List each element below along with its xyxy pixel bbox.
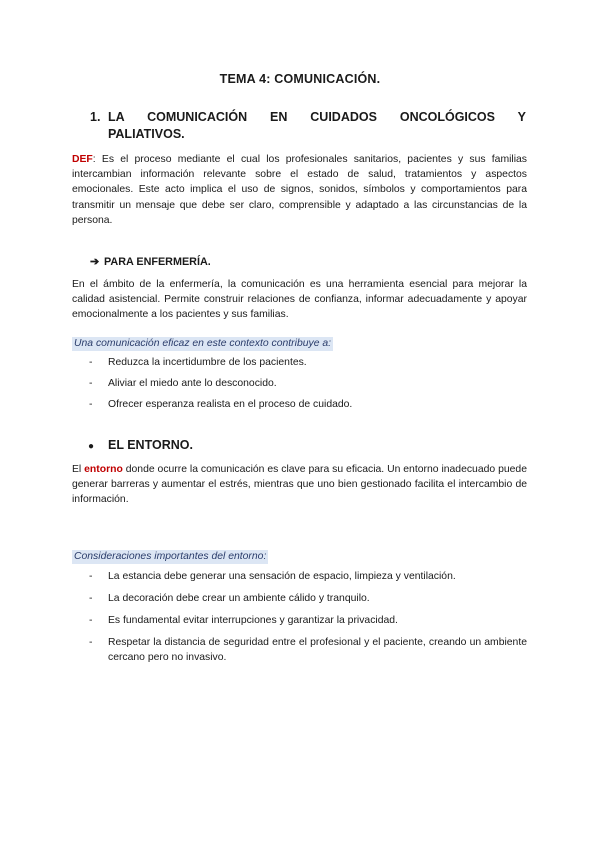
enfermeria-paragraph: En el ámbito de la enfermería, la comunicación es una herramienta esencial para mejorar la calidad asistencial. Permite construir relaciones de confianza, informar adecuadamente y apoyar emocionalmente a los pacientes y sus familias. [72,279,527,321]
definition-text: : Es el proceso mediante el cual los profesionales sanitarios, pacientes y sus familias intercambian información relevante sobre el estado de salud, tratamientos y aspectos emocionales. Este acto implica el uso de signos, sonidos, símbolos y comportamientos para transmitir un mensaje que debe ser claro, comprensible y adaptado a las circunstancias de la persona. [72,154,527,226]
entorno-list [89,569,527,665]
dash-marker: - [89,615,93,626]
list-item: - Aliviar el miedo ante lo desconocido. [89,378,277,389]
section-heading-line-2: PALIATIVOS. [108,127,185,141]
section-heading-line-1: LA COMUNICACIÓN EN CUIDADOS ONCOLÓGICOS Y [108,110,526,124]
subheading-entorno-label: EL ENTORNO. [108,438,193,452]
list-item: - La decoración debe crear un ambiente cálido y tranquilo. [89,593,370,604]
section-heading [90,109,526,143]
section-number: 1. [90,110,101,124]
subheading-enfermeria [90,255,211,268]
list-item: - Respetar la distancia de seguridad entre el profesional y el paciente, creando un ambiente cercano pero no invasivo. [89,637,527,663]
dash-marker: - [89,357,93,368]
arrow-right-icon: ➔ [90,256,100,268]
subheading-enfermeria-label: PARA ENFERMERÍA. [104,256,211,268]
subheading-entorno [88,438,193,452]
dash-marker: - [89,593,93,604]
highlight-enfermeria: Una comunicación eficaz en este contexto contribuye a: [74,338,332,349]
bullet-icon: ● [88,441,95,452]
list-item: - La estancia debe generar una sensación de espacio, limpieza y ventilación. [89,571,456,582]
entorno-keyword: entorno [84,464,123,475]
list-item: - Es fundamental evitar interrupciones y garantizar la privacidad. [89,615,398,626]
list-item: - Reduzca la incertidumbre de los pacientes. [89,357,307,368]
highlight-entorno: Consideraciones importantes del entorno: [74,551,267,562]
dash-marker: - [89,571,93,582]
dash-marker: - [89,399,93,410]
definition-paragraph [72,152,527,228]
dash-marker: - [89,378,93,389]
list-item: - Ofrecer esperanza realista en el proceso de cuidado. [89,399,353,410]
dash-marker: - [89,637,93,648]
page-title: TEMA 4: COMUNICACIÓN. [219,72,381,86]
enfermeria-list [89,355,527,412]
entorno-paragraph: El entorno donde ocurre la comunicación es clave para su eficacia. Un entorno inadecuado puede generar barreras y aumentar el estrés, mientras que uno bien gestionado facilita el intercambio de información. [72,464,527,506]
definition-label: DEF [72,154,93,165]
